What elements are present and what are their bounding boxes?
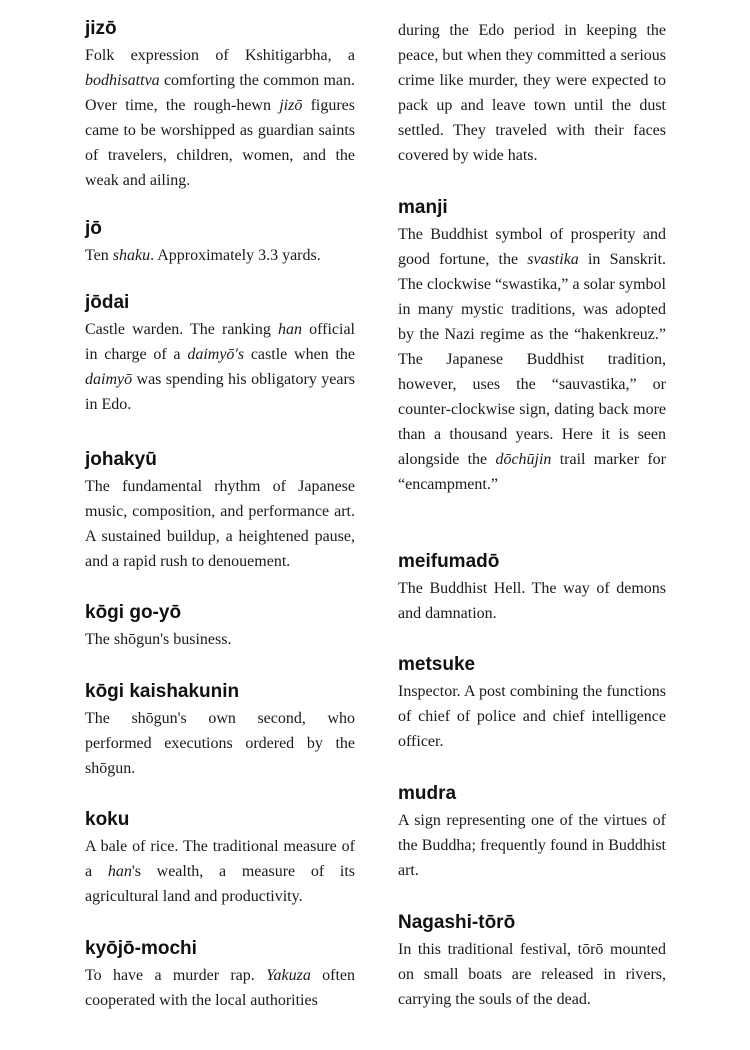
entry-term: kōgi kaishakunin [85, 681, 240, 702]
entry-term: kyōjō-mochi [85, 938, 197, 959]
entry-term: jōdai [85, 292, 130, 313]
entry-term: jō [85, 218, 102, 239]
entry-term: mudra [398, 783, 457, 804]
glossary-entry-continued [398, 18, 666, 168]
glossary-entry [398, 910, 666, 1012]
entry-term: johakyū [85, 449, 157, 470]
entry-definition: The shōgun's own second, who performed executions ordered by the shōgun. [85, 710, 355, 777]
entry-term: jizō [85, 18, 117, 39]
entry-term: kōgi go-yō [85, 602, 182, 623]
entry-definition: Folk expression of Kshitigarbha, a bodhisattva comforting the common man. Over time, the rough-hewn jizō figures came to be worshipped as guardian saints of travelers, children, women, and the weak and ailing. [85, 47, 356, 189]
glossary-entry [85, 216, 355, 268]
glossary-entry [85, 290, 355, 417]
entry-term: meifumadō [398, 551, 500, 572]
glossary-entry [85, 807, 355, 909]
glossary-entry [85, 679, 355, 781]
entry-definition: The shōgun's business. [85, 631, 232, 648]
entry-definition: during the Edo period in keeping the peace, but when they committed a serious crime like murder, they were expected to pack up and leave town until the dust settled. They traveled with their faces covered by wide hats. [398, 22, 666, 164]
entry-term: koku [85, 809, 130, 830]
glossary-entry [398, 195, 666, 497]
glossary-entry [398, 549, 666, 626]
glossary-entry [85, 600, 355, 652]
entry-definition: Ten shaku. Approximately 3.3 yards. [85, 247, 321, 264]
entry-term: manji [398, 197, 448, 218]
entry-definition: A sign representing one of the virtues of the Buddha; frequently found in Buddhist art. [398, 812, 666, 879]
entry-definition: In this traditional festival, tōrō mounted on small boats are released in rivers, carrying the souls of the dead. [398, 941, 666, 1008]
glossary-entry [398, 652, 666, 754]
entry-definition: To have a murder rap. Yakuza often cooperated with the local authorities [85, 967, 356, 1009]
glossary-entry [85, 16, 355, 193]
entry-definition: The Buddhist Hell. The way of demons and damnation. [398, 580, 666, 622]
entry-definition: A bale of rice. The traditional measure of a han's wealth, a measure of its agricultural land and productivity. [85, 838, 356, 905]
entry-definition: Inspector. A post combining the functions of chief of police and chief intelligence officer. [398, 683, 666, 750]
entry-definition: Castle warden. The ranking han official in charge of a daimyō's castle when the daimyō was spending his obligatory years in Edo. [85, 321, 356, 413]
entry-term: Nagashi-tōrō [398, 912, 516, 933]
glossary-entry [398, 781, 666, 883]
entry-definition: The fundamental rhythm of Japanese music, composition, and performance art. A sustained buildup, a heightened pause, and a rapid rush to denouement. [85, 478, 355, 570]
entry-definition: The Buddhist symbol of prosperity and good fortune, the svastika in Sanskrit. The clockwise “swastika,” a solar symbol in many mystic traditions, was adopted by the Nazi regime as the “hakenkreuz.” The Japanese Buddhist tradition, however, uses the “sauvastika,” or counter-clockwise sign, dating back more than a thousand years. Here it is seen alongside the dōchūjin trail marker for “encampment.” [398, 226, 667, 493]
entry-term: metsuke [398, 654, 476, 675]
glossary-entry [85, 936, 355, 1013]
glossary-entry [85, 447, 355, 574]
